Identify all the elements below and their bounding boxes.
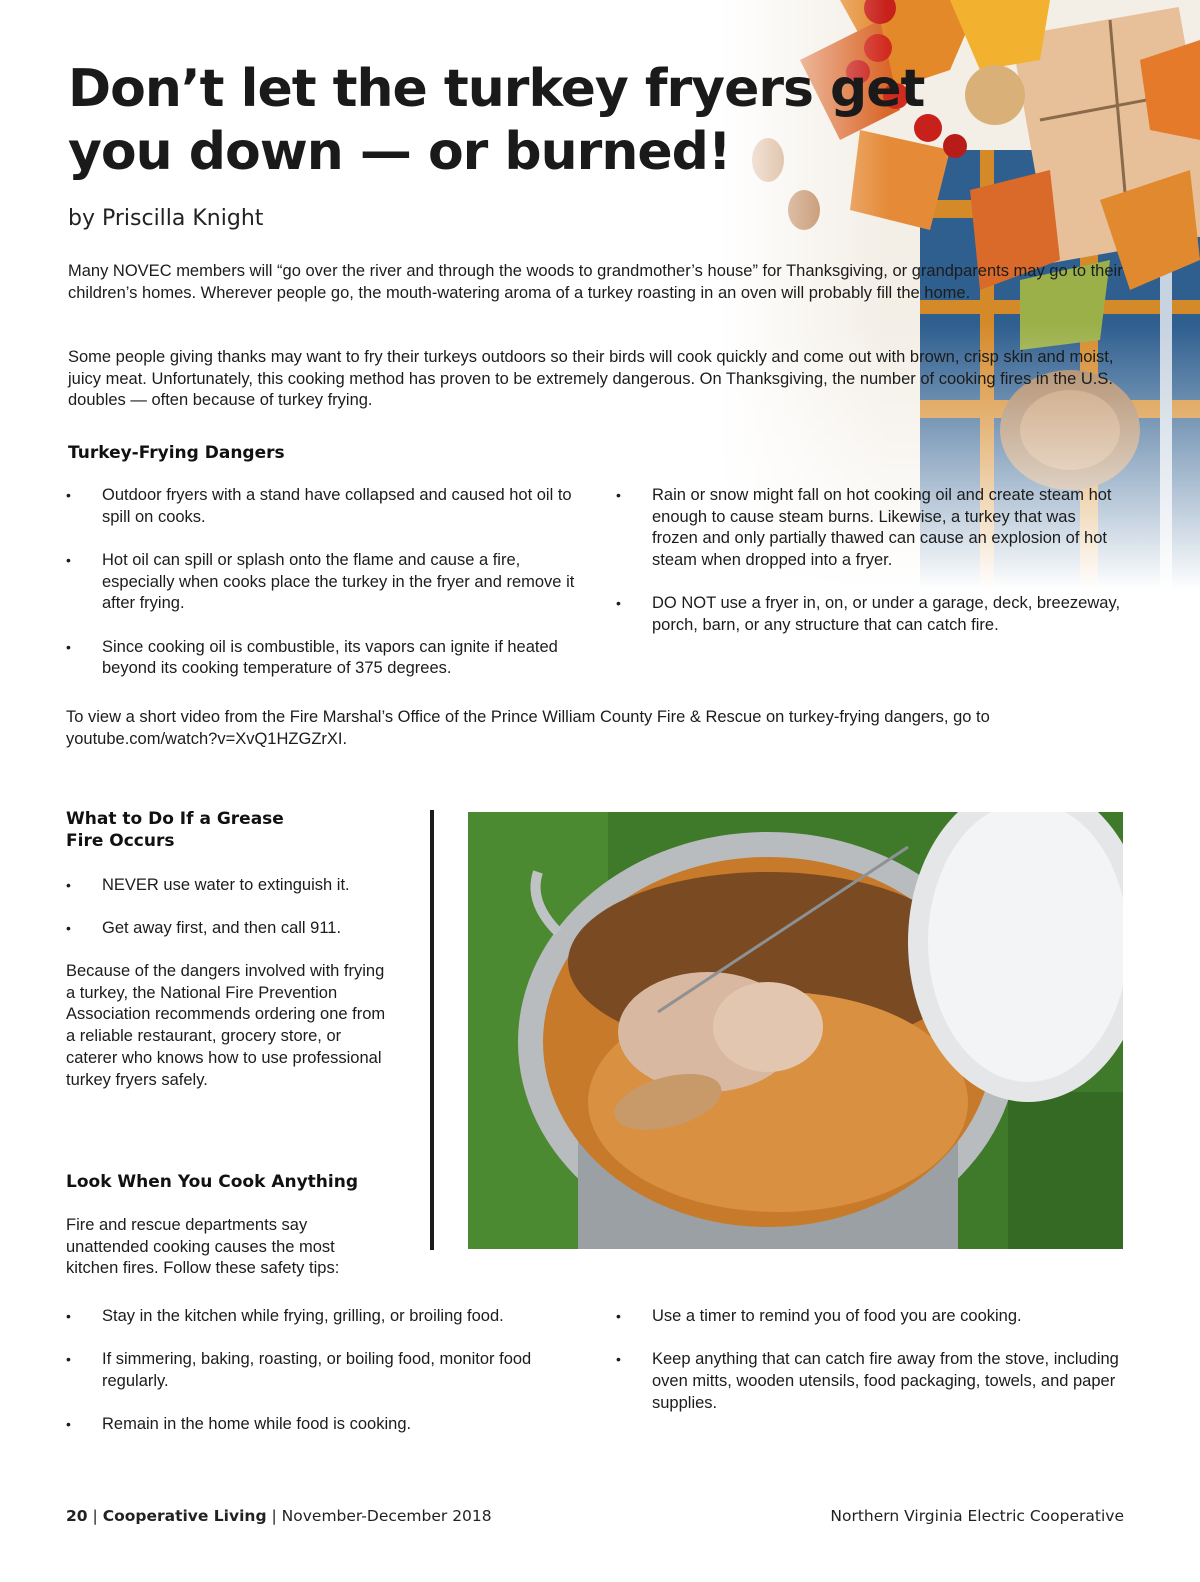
list-item-text: Hot oil can spill or splash onto the flame and cause a fire, especially when cooks place the turkey in the fryer and remove it after frying.: [102, 550, 575, 613]
grease-fire-heading: [66, 808, 284, 852]
footer-separator: |: [92, 1507, 98, 1525]
list-item: [66, 550, 586, 615]
list-item-text: Use a timer to remind you of food you are cooking.: [652, 1307, 1022, 1325]
list-item: [66, 1306, 586, 1328]
bullet-glyph: •: [66, 877, 71, 893]
intro-paragraph-1: Many NOVEC members will “go over the river and through the woods to grandmother’s house” for Thanksgiving, or grandparents may go to their children’s homes. Wherever people go, the mouth-watering aroma of a turkey roasting in an oven will probably fill the home.: [68, 262, 1123, 302]
dangers-list-left: [66, 485, 586, 701]
vertical-divider: [430, 810, 434, 1250]
list-item-text: NEVER use water to extinguish it.: [102, 876, 350, 894]
intro-paragraph-2: Some people giving thanks may want to fry their turkeys outdoors so their birds will cook quickly and come out with brown, crisp skin and moist, juicy meat. Unfortunately, this cooking method has proven to be extremely dangerous. On Thanksgiving, the number of cooking fires in the U.S. doubles — often because of turkey frying.: [68, 348, 1114, 410]
turkey-fryer-photo: [468, 812, 1123, 1249]
grease-fire-heading-line-1: What to Do If a Grease: [66, 809, 284, 829]
publication-name: Cooperative Living: [102, 1507, 267, 1525]
bullet-glyph: •: [66, 1416, 71, 1433]
footer-separator: |: [271, 1507, 277, 1525]
list-item-text: Get away first, and then call 911.: [102, 919, 342, 938]
bullet-glyph: •: [66, 638, 71, 655]
list-item-text: Rain or snow might fall on hot cooking oil and create steam hot enough to cause steam burns. Likewise, a turkey that was frozen and only partially thawed can cause an explosion of hot steam when dropped into a fryer.: [652, 486, 1112, 570]
article-byline: by Priscilla Knight: [68, 206, 264, 231]
bullet-glyph: •: [616, 487, 621, 503]
page-number: 20: [66, 1507, 88, 1525]
look-cook-list-left: [66, 1306, 586, 1457]
bullet-glyph: •: [616, 1351, 621, 1368]
dangers-heading: Turkey-Frying Dangers: [68, 443, 285, 463]
look-cook-list-right: [616, 1306, 1126, 1436]
dangers-list-right: [616, 485, 1126, 658]
grease-fire-heading-line-2: Fire Occurs: [66, 831, 175, 851]
list-item-text: Since cooking oil is combustible, its vapors can ignite if heated beyond its cooking temperature of 375 degrees.: [102, 637, 558, 678]
list-item: [66, 918, 406, 940]
list-item: [66, 1349, 586, 1392]
grease-fire-body: Because of the dangers involved with frying a turkey, the National Fire Prevention Association recommends ordering one from a reliable restaurant, grocery store, or caterer who knows how to use professional turkey fryers safely.: [66, 962, 386, 1089]
footer-publication-info: [66, 1507, 492, 1525]
grease-fire-list: [66, 875, 406, 961]
list-item: [66, 637, 586, 680]
bullet-glyph: •: [66, 551, 71, 568]
look-cook-body: Fire and rescue departments say unattended cooking causes the most kitchen fires. Follow these safety tips:: [66, 1216, 340, 1278]
look-cook-heading: Look When You Cook Anything: [66, 1172, 358, 1192]
list-item: [66, 1414, 586, 1436]
bullet-glyph: •: [66, 1308, 71, 1324]
video-note: To view a short video from the Fire Marshal’s Office of the Prince William County Fire & Rescue on turkey-frying dangers, go to youtube.com/watch?v=XvQ1HZGZrXI.: [66, 708, 990, 748]
bullet-glyph: •: [616, 1308, 621, 1324]
list-item-text: Remain in the home while food is cooking.: [102, 1415, 412, 1434]
bullet-glyph: •: [66, 1351, 71, 1368]
list-item: [66, 875, 406, 897]
list-item: [66, 485, 586, 528]
list-item: [616, 1349, 1126, 1414]
bullet-glyph: •: [66, 920, 71, 937]
list-item-text: Stay in the kitchen while frying, grilling, or broiling food.: [102, 1307, 504, 1325]
bullet-glyph: •: [66, 487, 71, 503]
bullet-glyph: •: [616, 595, 621, 612]
list-item-text: Keep anything that can catch fire away from the stove, including oven mitts, wooden utensils, food packaging, towels, and paper supplies.: [652, 1350, 1119, 1412]
list-item: [616, 1306, 1126, 1328]
list-item-text: DO NOT use a fryer in, on, or under a garage, deck, breezeway, porch, barn, or any structure that can catch fire.: [652, 594, 1121, 635]
list-item-text: Outdoor fryers with a stand have collapsed and caused hot oil to spill on cooks.: [102, 486, 572, 526]
footer-organization: Northern Virginia Electric Cooperative: [830, 1507, 1124, 1525]
list-item: [616, 593, 1126, 636]
issue-date: November-December 2018: [281, 1507, 492, 1525]
article-title: Don’t let the turkey fryers get you down — or burned!: [68, 59, 925, 182]
list-item: [616, 485, 1126, 572]
list-item-text: If simmering, baking, roasting, or boiling food, monitor food regularly.: [102, 1350, 532, 1390]
